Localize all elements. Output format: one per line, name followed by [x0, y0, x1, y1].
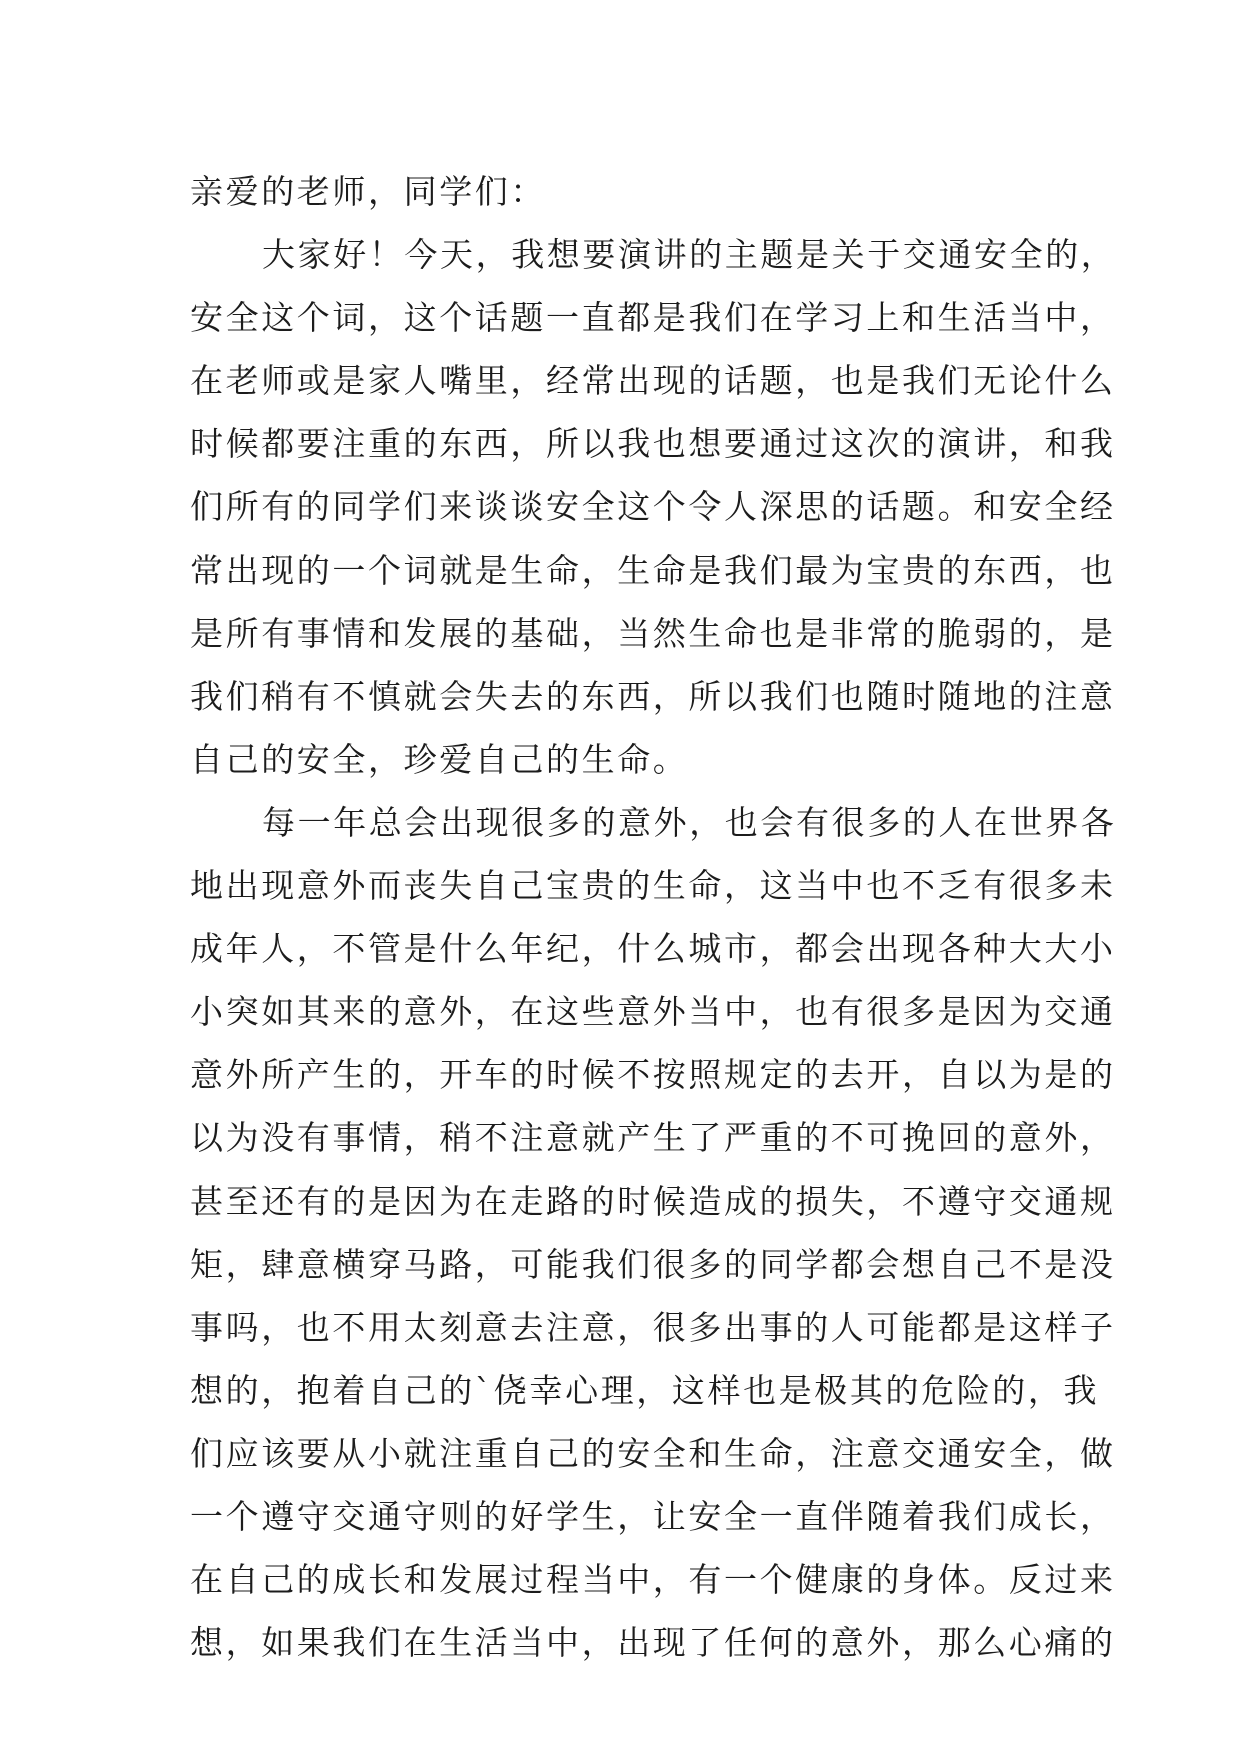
paragraph-2-line: 在自己的成长和发展过程当中，有一个健康的身体。反过来: [190, 1560, 1116, 1600]
paragraph-2-line: 地出现意外而丧失自己宝贵的生命，这当中也不乏有很多未: [190, 866, 1116, 906]
paragraph-1-line: 大家好！今天，我想要演讲的主题是关于交通安全的，: [262, 235, 1117, 275]
paragraph-1-line: 我们稍有不慎就会失去的东西，所以我们也随时随地的注意: [190, 676, 1116, 716]
paragraph-2-line: 想，如果我们在生活当中，出现了任何的意外，那么心痛的: [190, 1623, 1116, 1663]
paragraph-1-line: 安全这个词，这个话题一直都是我们在学习上和生活当中，: [190, 298, 1116, 338]
paragraph-1-line: 们所有的同学们来谈谈安全这个令人深思的话题。和安全经: [190, 487, 1116, 527]
paragraph-2-line: 小突如其来的意外，在这些意外当中，也有很多是因为交通: [190, 992, 1116, 1032]
paragraph-2-line: 成年人，不管是什么年纪，什么城市，都会出现各种大大小: [190, 929, 1116, 969]
paragraph-1-line: 自己的安全，珍爱自己的生命。: [190, 739, 689, 779]
paragraph-2-line: 想的，抱着自己的`侥幸心理，这样也是极其的危险的，我: [190, 1370, 1100, 1410]
paragraph-2-line: 事吗，也不用太刻意去注意，很多出事的人可能都是这样子: [190, 1307, 1116, 1347]
paragraph-2-line: 甚至还有的是因为在走路的时候造成的损失，不遵守交通规: [190, 1181, 1116, 1221]
paragraph-2-line: 矩，肆意横穿马路，可能我们很多的同学都会想自己不是没: [190, 1244, 1116, 1284]
paragraph-2-line: 意外所产生的，开车的时候不按照规定的去开，自以为是的: [190, 1055, 1116, 1095]
paragraph-1-line: 在老师或是家人嘴里，经常出现的话题，也是我们无论什么: [190, 361, 1116, 401]
paragraph-1-line: 是所有事情和发展的基础，当然生命也是非常的脆弱的，是: [190, 613, 1116, 653]
paragraph-2-line: 每一年总会出现很多的意外，也会有很多的人在世界各: [262, 802, 1117, 842]
paragraph-1-line: 时候都要注重的东西，所以我也想要通过这次的演讲，和我: [190, 424, 1116, 464]
paragraph-1-line: 常出现的一个词就是生命，生命是我们最为宝贵的东西，也: [190, 550, 1116, 590]
speech-text: [190, 160, 1117, 1674]
paragraph-2-line: 以为没有事情，稍不注意就产生了严重的不可挽回的意外，: [190, 1118, 1116, 1158]
salutation-line: 亲爱的老师，同学们：: [190, 172, 546, 211]
paragraph-2-line: 一个遵守交通守则的好学生，让安全一直伴随着我们成长，: [190, 1496, 1116, 1536]
paragraph-2-line: 们应该要从小就注重自己的安全和生命，注意交通安全，做: [190, 1433, 1116, 1473]
